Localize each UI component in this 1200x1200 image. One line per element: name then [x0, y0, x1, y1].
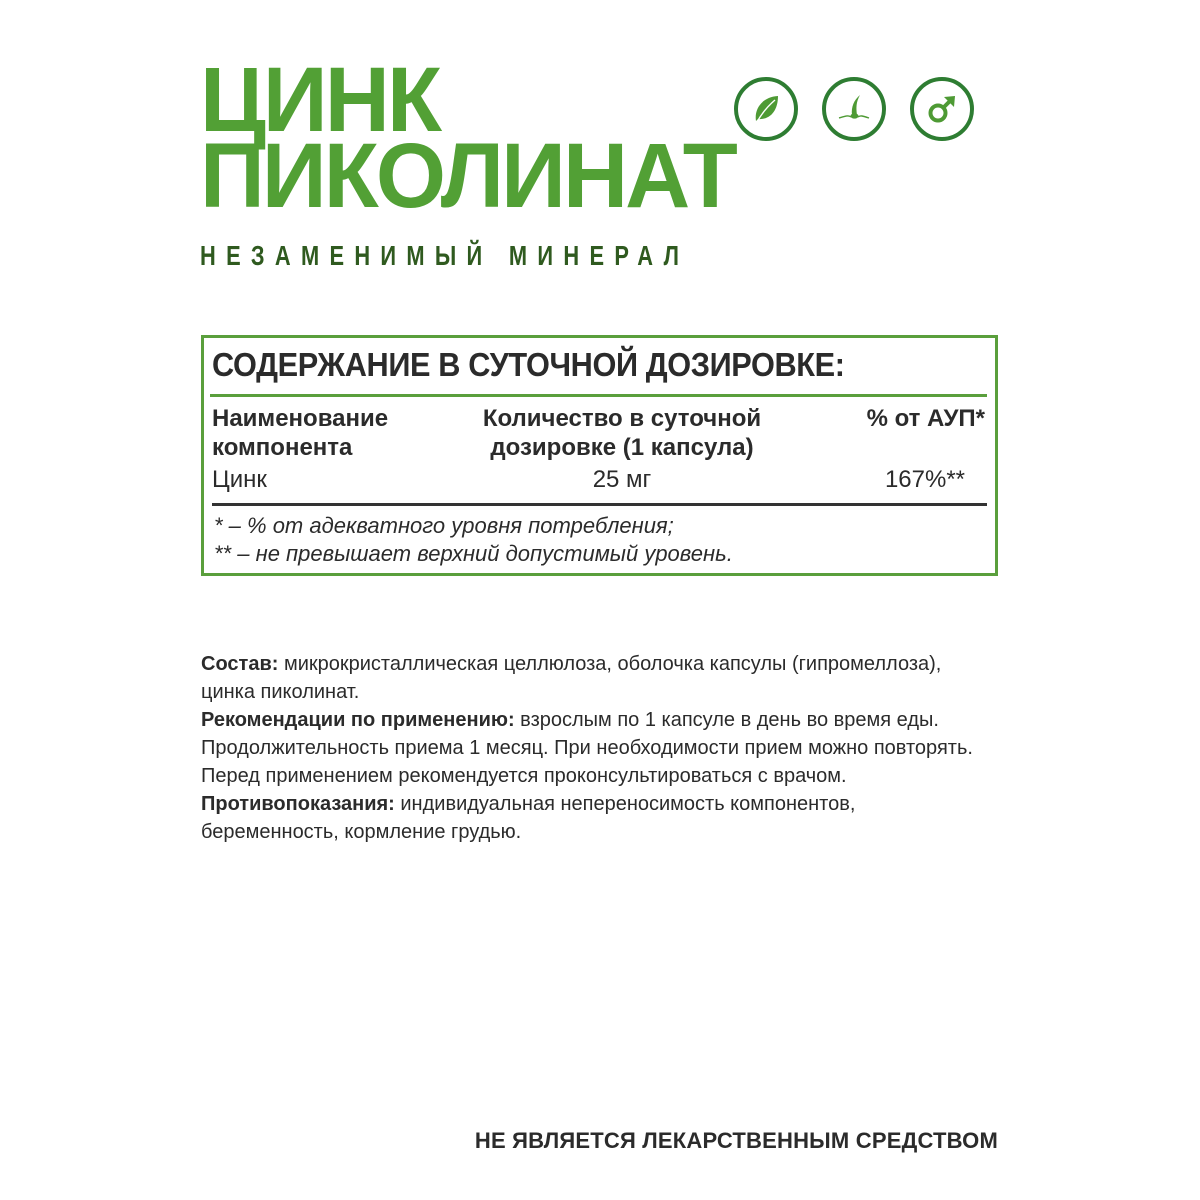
product-title — [200, 49, 735, 227]
header-line: Наименование — [212, 405, 389, 432]
contraindications-text: индивидуальная непереносимость компонентов, беременность, кормление грудью. — [201, 793, 856, 843]
contraindications-paragraph — [201, 790, 991, 846]
composition-paragraph — [201, 650, 991, 706]
row-percent: 167%** — [884, 466, 965, 493]
header-line: Количество в суточной — [482, 405, 762, 432]
column-header-amount — [462, 404, 782, 462]
composition-label: Состав: — [201, 653, 279, 675]
male-symbol-icon — [910, 77, 974, 141]
product-description — [201, 650, 991, 846]
header-line: дозировке (1 капсула) — [490, 434, 754, 461]
footnote: * – % от адекватного уровня потребления; — [214, 513, 674, 538]
usage-label: Рекомендации по применению: — [201, 709, 515, 731]
column-header-percent — [867, 404, 985, 433]
footnote: ** – не превышает верхний допустимый уровень. — [214, 541, 733, 566]
row-name: Цинк — [212, 466, 267, 493]
contraindications-label: Противопоказания: — [201, 793, 395, 815]
usage-text: взрослым по 1 капсуле в день во время еды. Продолжительность приема 1 месяц. При необходимости прием можно повторять. Перед применением рекомендуется проконсультироваться с врачом. — [201, 709, 973, 787]
usage-paragraph — [201, 706, 991, 790]
feature-icons — [734, 77, 974, 141]
divider — [212, 503, 987, 506]
table-title: СОДЕРЖАНИЕ В СУТОЧНОЙ ДОЗИРОВКЕ: — [212, 346, 845, 383]
header-line: компонента — [212, 434, 353, 461]
composition-text: микрокристаллическая целлюлоза, оболочка капсулы (гипромеллоза), цинка пиколинат. — [201, 653, 942, 703]
leaf-icon — [734, 77, 798, 141]
column-header-name — [212, 404, 388, 462]
title-line-1: ЦИНК — [200, 49, 440, 151]
disclaimer: НЕ ЯВЛЯЕТСЯ ЛЕКАРСТВЕННЫМ СРЕДСТВОМ — [474, 1128, 998, 1153]
product-subtitle: НЕЗАМЕНИМЫЙ МИНЕРАЛ — [200, 240, 690, 271]
row-amount: 25 мг — [592, 466, 652, 493]
title-line-2: ПИКОЛИНАТ — [200, 125, 735, 227]
nutrition-table — [201, 335, 998, 576]
divider — [210, 394, 987, 397]
hair-follicle-icon — [822, 77, 886, 141]
header-line: % от АУП* — [866, 405, 985, 432]
